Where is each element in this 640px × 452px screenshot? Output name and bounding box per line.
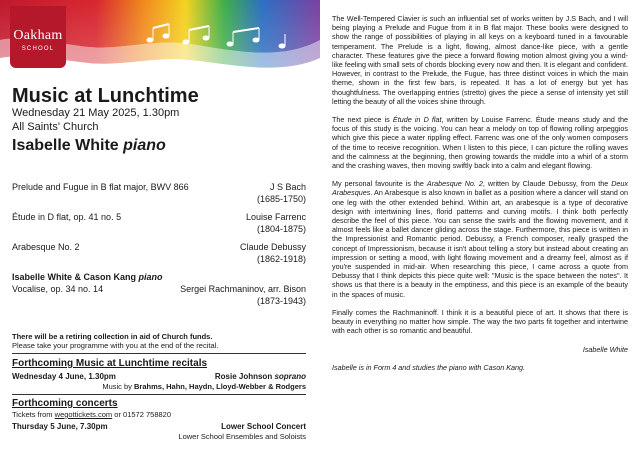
event-performer-instrument: soprano [274, 372, 306, 381]
programme-performers-names: Isabelle White & Cason Kang [12, 272, 137, 282]
collection-note: There will be a retiring collection in aid of Church funds. [12, 332, 213, 341]
school-logo [10, 6, 66, 68]
event-performer-name: Rosie Johnson [214, 372, 273, 381]
programme-performers [12, 272, 163, 282]
programme-performers-instrument: piano [138, 272, 163, 282]
forthcoming-concerts-heading: Forthcoming concerts [12, 398, 118, 409]
event-detail [102, 382, 306, 391]
notes-set-title: Deux Arabesques [332, 179, 628, 198]
event-date: Wednesday 4 June, 1.30pm [12, 372, 116, 381]
notes-text: My personal favourite is the [332, 179, 427, 189]
notes-paragraph [332, 115, 628, 170]
programme-composer: J S Bach [269, 182, 306, 192]
event-performer [215, 372, 306, 381]
performer-heading [12, 137, 166, 155]
notes-paragraph: Finally comes the Rachmaninoff. I think it is a beautiful piece of art. It shows that there is beauty in everything no matter how simple. The way the two parts fit together and intertwine with each other is so romantic and beautiful. [332, 307, 628, 336]
header-banner [0, 0, 320, 78]
programme-work: Prelude and Fugue in B flat major, BWV 866 [12, 182, 189, 192]
programme-dates: (1685-1750) [256, 194, 306, 204]
notes-work-title: Arabesque No. 2 [426, 179, 483, 189]
event-composers: Brahms, Hahn, Haydn, Lloyd-Webber & Rodgers [134, 382, 306, 391]
forthcoming-recitals-heading: Forthcoming Music at Lunchtime recitals [12, 358, 208, 369]
notes-text: . An Arabesque is also known in ballet as a position where a dancer will stand on one leg with the other extended behind. Within art, an arabesque is a type of decorative design with intertwining lines, florid patterns and curving motifs. I think both perfectly describe the feel of this piece. You can sense the swirls and the flowing movement, and it almost feels like a ballet dancer gliding across the stage. Furthermore, this piece is written in the Impressionist and Romantic period. Debussy, a French composer, really grasped the concept of Impressionism, because it isn't about telling a story but instead about creating an impression or setting a mood, with light flowing movement and a dreamy feel, almost as if you're suspended in mid-air. When researching this piece, I came across a quote from Debussy that I think depicts this piece quite well: "Music is the space between the notes". It shows us that there is a beauty in the emptiness, and this piece is an example of the beauty in the spaces of music. [332, 188, 628, 299]
event-name: Lower School Concert [221, 422, 306, 431]
school-logo-sub: SCHOOL [21, 46, 55, 52]
tickets-phone: or 01572 758820 [114, 410, 171, 419]
notes-text: , written by Claude Debussy, from the [482, 179, 612, 189]
recital-venue: All Saints' Church [12, 121, 99, 133]
programme-dates: (1862-1918) [256, 254, 306, 264]
divider [12, 394, 306, 395]
page-title: Music at Lunchtime [12, 85, 199, 107]
notes-signature: Isabelle White [582, 344, 628, 354]
divider [12, 353, 306, 354]
performer-name: Isabelle White [12, 137, 119, 154]
performer-instrument: piano [123, 137, 166, 154]
tickets-link[interactable]: wegottickets.com [54, 410, 113, 419]
notes-paragraph [332, 179, 628, 299]
programme-composer: Claude Debussy [239, 242, 306, 252]
notes-footnote: Isabelle is in Form 4 and studies the piano with Cason Kang. [332, 362, 525, 372]
programme-dates: (1804-1875) [256, 224, 306, 234]
recital-date: Wednesday 21 May 2025, 1.30pm [12, 107, 180, 119]
event-date: Thursday 5 June, 7.30pm [12, 422, 108, 431]
school-logo-name: Oakham [13, 28, 63, 43]
event-music-prefix: Music by [102, 382, 132, 391]
programme-work: Étude in D flat, op. 41 no. 5 [12, 212, 122, 222]
programme-composer: Sergei Rachmaninov, arr. Bison [180, 284, 306, 294]
tickets-prefix: Tickets from [12, 410, 53, 419]
programme-work: Arabesque No. 2 [12, 242, 80, 252]
notes-text: The next piece is [332, 115, 393, 125]
programme-notes [332, 14, 628, 381]
programme-dates: (1873-1943) [256, 296, 306, 306]
event-detail: Lower School Ensembles and Soloists [178, 432, 306, 441]
collection-subnote: Please take your programme with you at the end of the recital. [12, 341, 219, 350]
notes-text: , written by Louise Farrenc. Étude means study and the focus of this study is the voicing. You can hear a melody on top of flowing rolling arpeggios which give this piece a water rippling effect. Farrenc was one of the only women composers of the time to receive recognition. When I listen to this piece, I can picture the rolling waves and the calmness at the beginning, then growing towards the middle into a whirl of a storm and the crashing waves, then moving swiftly back into a calm and elegant flowing. [332, 115, 628, 171]
notes-work-title: Étude in D flat [392, 115, 442, 125]
notes-paragraph: The Well-Tempered Clavier is such an influential set of works written by J.S Bach, and I will being playing a Prelude and Fugue from it in B flat major. These books were designed to show the range of possibilities of playing in all keys on a keyboard tuned in a favourable temperament. The Prelude is a light, flowing, almost dance-like piece, with a gentle character. These features give the piece a forward flowing motion almost giving you a wind-like feeling with small sets of chords blocking every now and then. It is elegant and confident. However, in contrast to the Prelude, the Fugue, has three distinct voices in which the main theme, shown in the first few bars, is repeated. It has a lot of energy but yet has thoughtfulness. The overlapping entries (stretto) gives the piece a sense of intensity yet still letting the beauty of all the voices shine through. [332, 14, 628, 106]
programme-work: Vocalise, op. 34 no. 14 [12, 284, 104, 294]
tickets-info [12, 410, 171, 419]
programme-composer: Louise Farrenc [245, 212, 306, 222]
